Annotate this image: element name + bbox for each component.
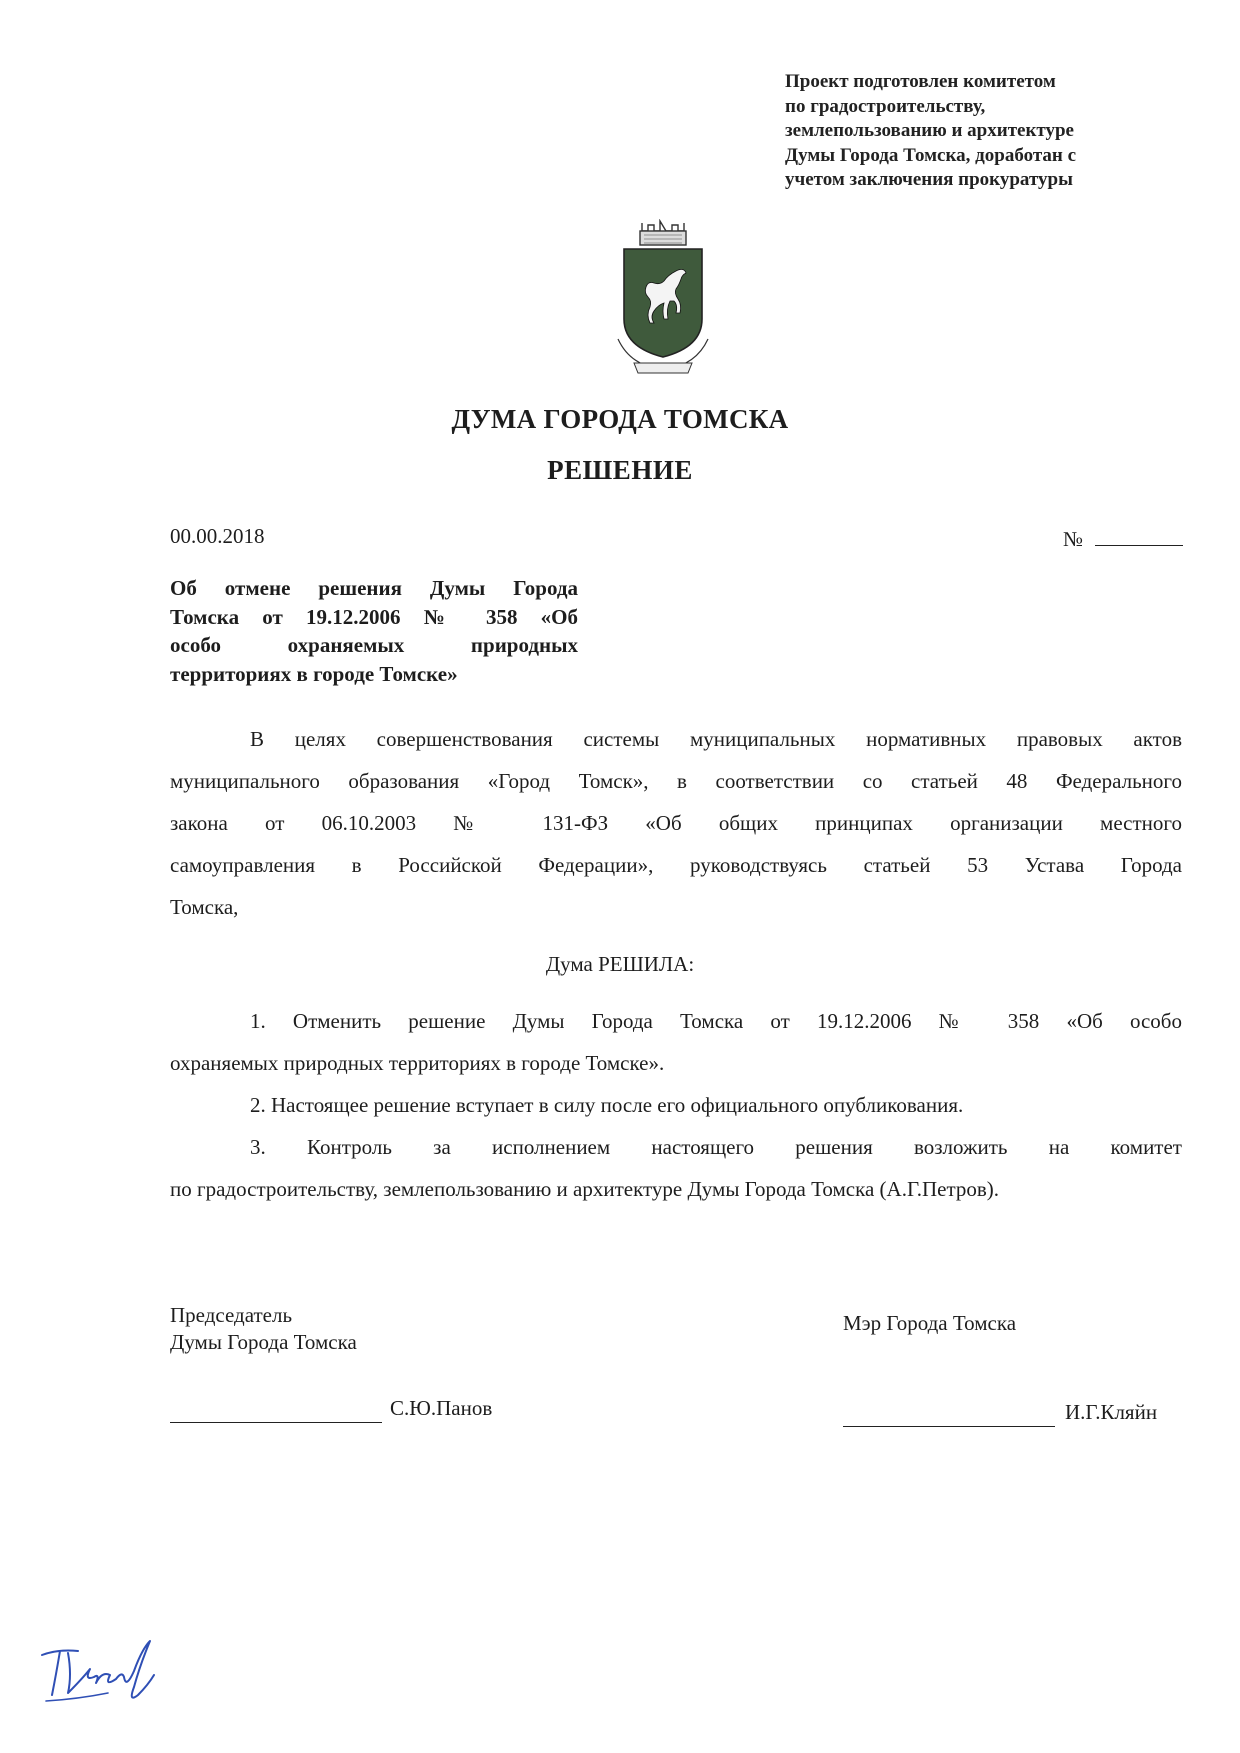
mayor-name: И.Г.Кляйн <box>1065 1400 1158 1424</box>
handwritten-signature-icon <box>38 1635 168 1707</box>
subject-line: территориях в городе Томске» <box>170 661 458 686</box>
header-note-line: Проект подготовлен комитетом <box>785 71 1056 92</box>
chair-title-line: Председатель <box>170 1303 293 1327</box>
item-1-line: охраняемых природных территориях в городе Томске». <box>170 1051 665 1075</box>
chair-signature-line <box>170 1422 382 1423</box>
header-note-line: по градостроительству, <box>785 95 986 117</box>
chair-title <box>170 1302 357 1356</box>
preamble-line: Томска, <box>170 895 239 919</box>
header-note-line: Думы Города Томска, доработан с <box>785 144 1077 166</box>
coat-of-arms-icon <box>590 219 730 379</box>
document-subject <box>170 574 578 688</box>
document-number <box>1063 527 1183 552</box>
preamble-line: самоуправления в Российской Федерации», руководствуясь статьей 53 Устава Города <box>170 853 1182 877</box>
document-date: 00.00.2018 <box>170 524 265 548</box>
mayor-signature-line <box>843 1426 1055 1427</box>
preamble-paragraph <box>170 718 1182 928</box>
subject-line: Томска от 19.12.2006 № 358 «Об <box>170 604 578 629</box>
header-note-line: учетом заключения прокуратуры <box>785 169 1073 190</box>
ribbon-icon <box>634 363 692 373</box>
mayor-title: Мэр Города Томска <box>843 1311 1017 1335</box>
document-type: РЕШЕНИЕ <box>547 455 693 485</box>
resolution-items <box>170 1000 1182 1210</box>
resolved-heading: Дума РЕШИЛА: <box>545 952 695 976</box>
item-1-line: 1. Отменить решение Думы Города Томска от 19.12.2006 № 358 «Об особо <box>250 1009 1182 1033</box>
preamble-line: закона от 06.10.2003 № 131-ФЗ «Об общих принципах организации местного <box>170 811 1182 835</box>
subject-line: Об отмене решения Думы Города <box>170 576 578 600</box>
item-3-line: 3. Контроль за исполнением настоящего решения возложить на комитет <box>250 1135 1182 1159</box>
header-note <box>785 70 1076 193</box>
organization-title: ДУМА ГОРОДА ТОМСКА <box>451 404 789 434</box>
chair-title-line: Думы Города Томска <box>170 1330 357 1354</box>
preamble-line: В целях совершенствования системы муниципальных нормативных правовых актов <box>250 727 1182 751</box>
chair-name: С.Ю.Панов <box>390 1396 493 1420</box>
item-2: 2. Настоящее решение вступает в силу после его официального опубликования. <box>250 1093 964 1117</box>
number-label: № <box>1063 527 1084 551</box>
preamble-line: муниципального образования «Город Томск», в соответствии со статьей 48 Федерального <box>170 769 1182 793</box>
header-note-line: землепользованию и архитектуре <box>785 120 1074 141</box>
item-3-line: по градостроительству, землепользованию и архитектуре Думы Города Томска (А.Г.Петров). <box>170 1177 1000 1201</box>
crown-icon <box>640 221 686 245</box>
number-blank-line <box>1095 527 1183 546</box>
subject-line: особо охраняемых природных <box>170 633 578 657</box>
